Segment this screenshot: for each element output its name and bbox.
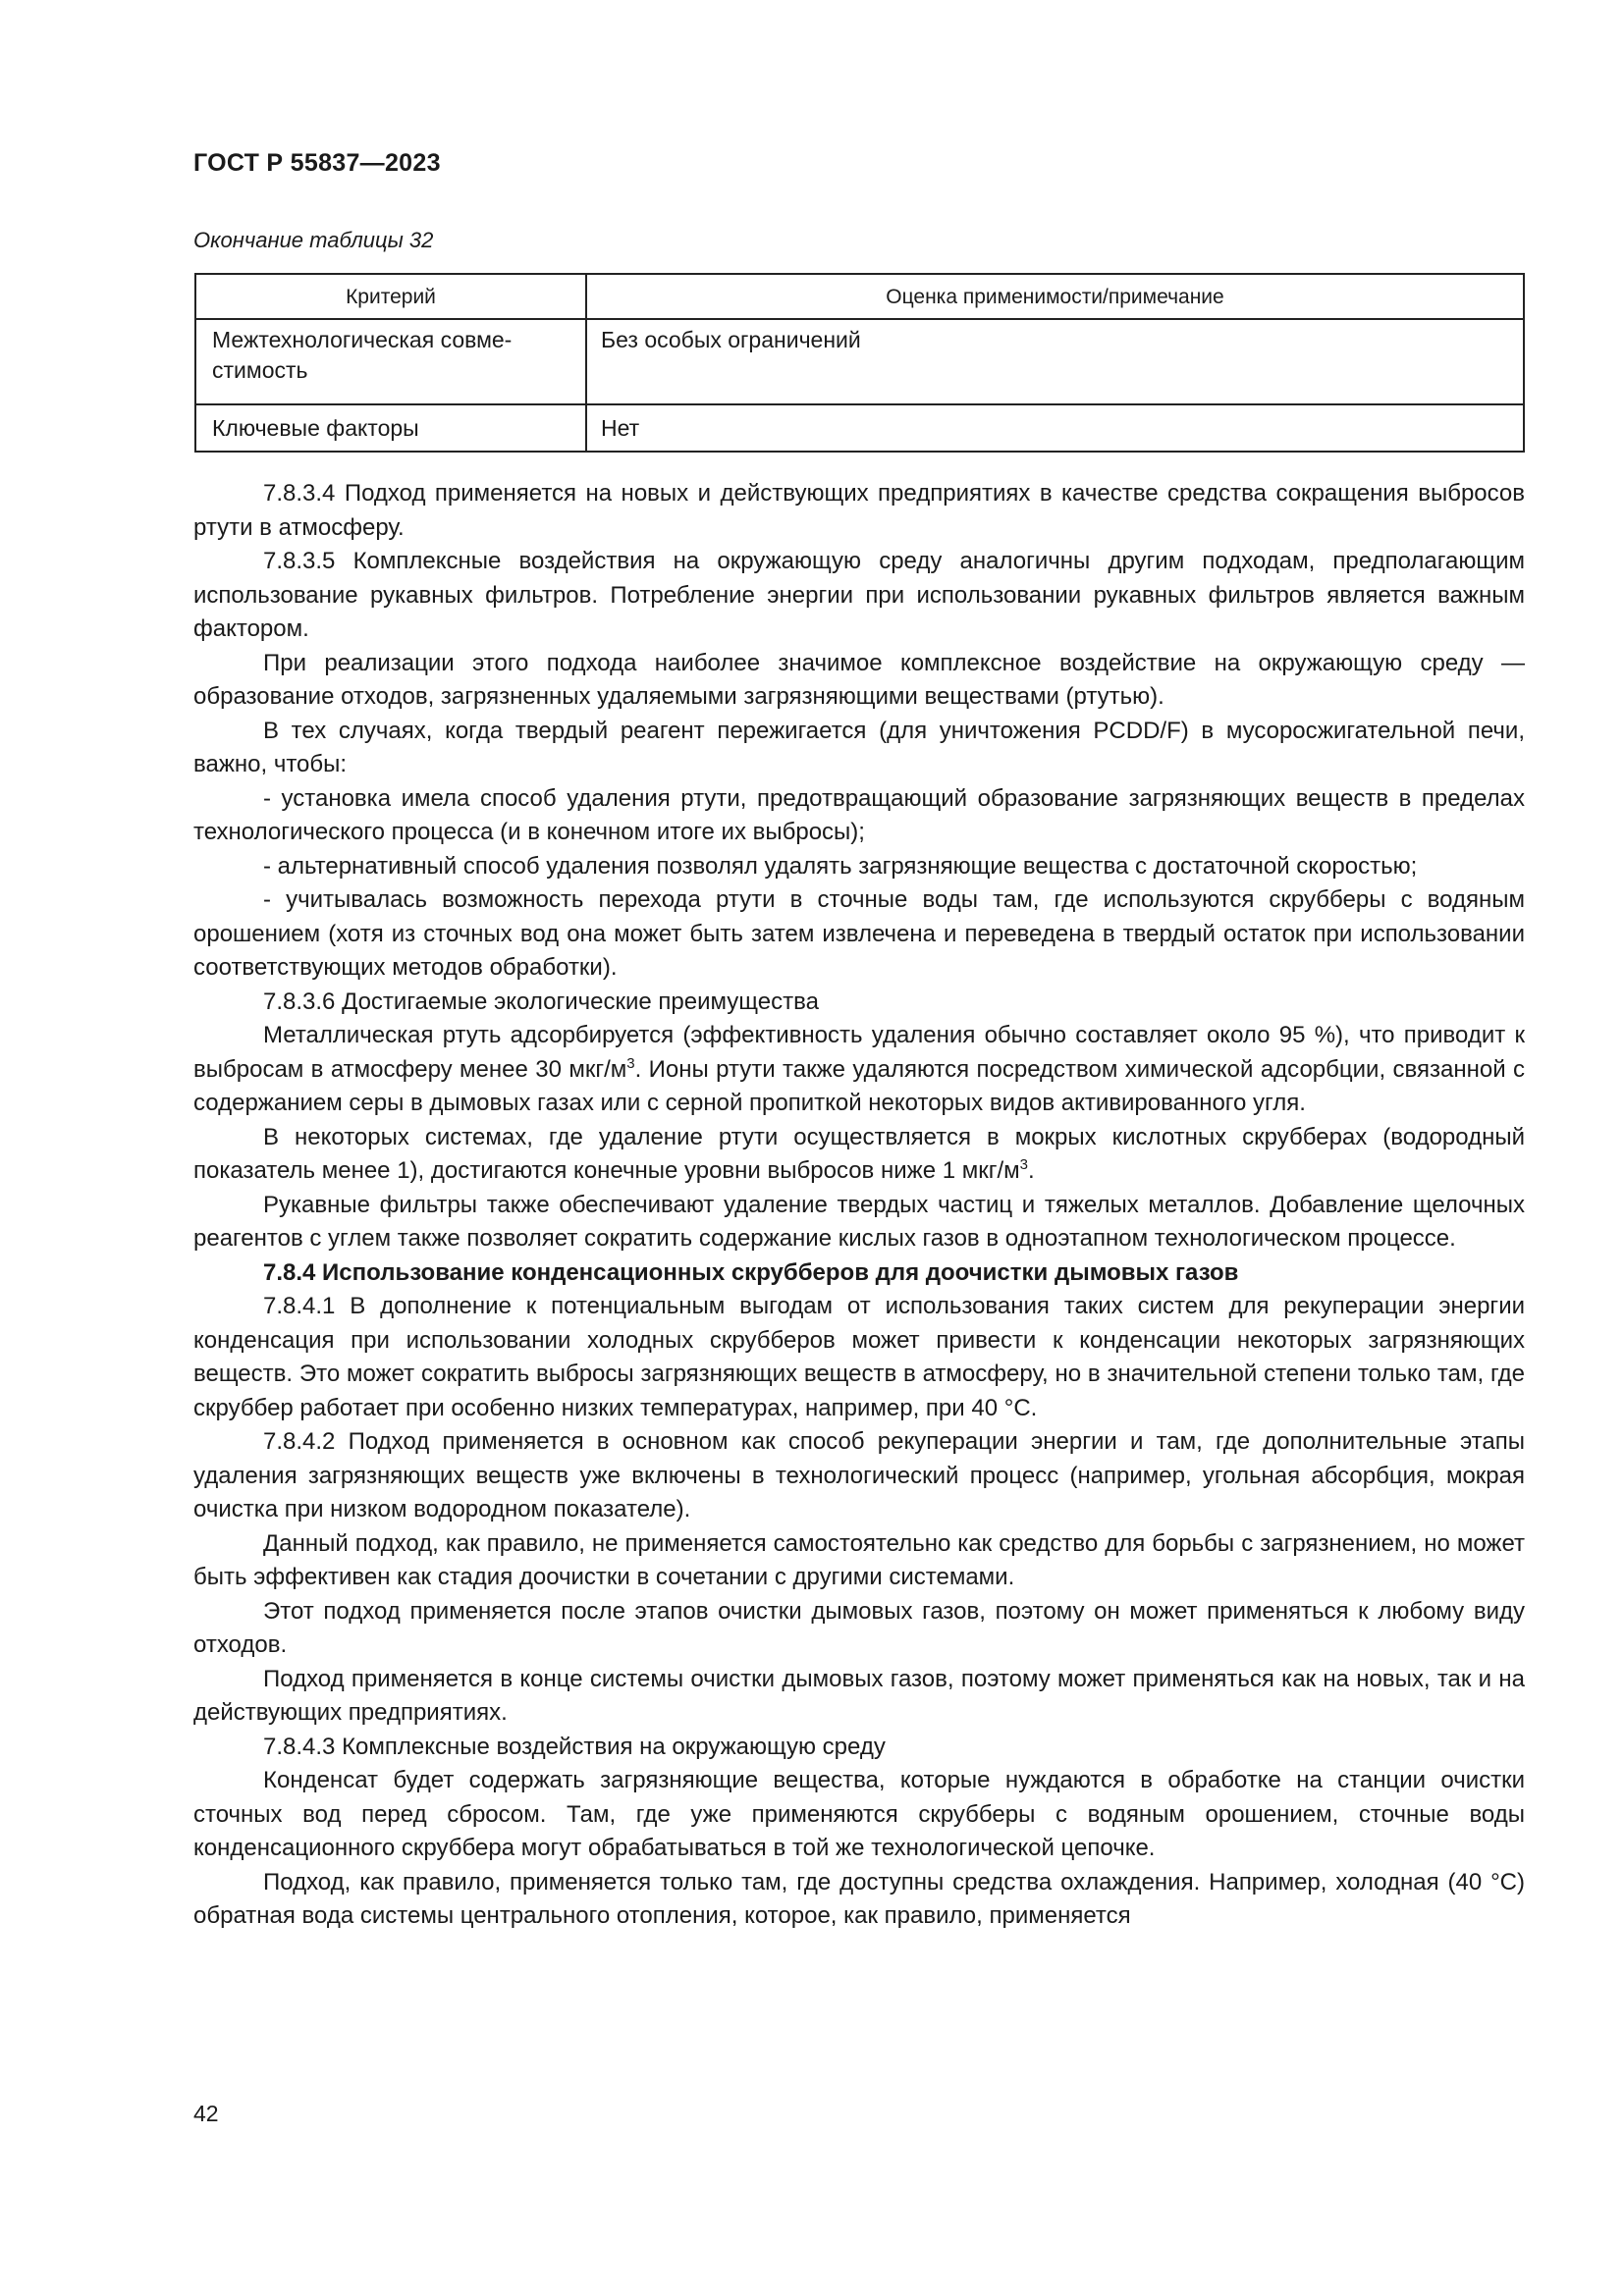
- table-row: [195, 319, 1524, 404]
- text-run: . Ионы ртути также удаляются посредством химической адсорбции, связанной с содержанием серы в дымовых газах или с серной пропиткой некоторых видов активированного угля.: [193, 1055, 1525, 1116]
- paragraph: В тех случаях, когда твердый реагент пережигается (для уничтожения PCDD/F) в мусоросжигательной печи, важно, чтобы:: [193, 717, 1525, 777]
- paragraph: Данный подход, как правило, не применяется самостоятельно как средство для борьбы с загрязнением, но может быть эффективен как стадия доочистки в сочетании с другими системами.: [193, 1529, 1525, 1590]
- list-item: - учитывалась возможность перехода ртути в сточные воды там, где используются скрубберы с водяным орошением (хотя из сточных вод она может быть затем извлечена и переведена в твердый остаток при использовании соответствующих методов обработки).: [193, 886, 1525, 981]
- column-header-criterion: Критерий: [195, 274, 586, 319]
- document-header: ГОСТ Р 55837—2023: [193, 149, 441, 177]
- document-body: [193, 477, 1525, 1934]
- paragraph: 7.8.4.2 Подход применяется в основном как способ рекуперации энергии и там, где дополнительные этапы удаления загрязняющих веществ уже включены в технологический процесс (например, угольная абсорбция, мокрая очистка при низком водородном показателе).: [193, 1428, 1525, 1522]
- paragraph: Этот подход применяется после этапов очистки дымовых газов, поэтому он может применяться к любому виду отходов.: [193, 1597, 1525, 1658]
- section-heading-bold: 7.8.4 Использование конденсационных скрубберов для доочистки дымовых газов: [263, 1258, 1239, 1286]
- list-item: - установка имела способ удаления ртути, предотвращающий образование загрязняющих веществ в пределах технологического процесса (и в конечном итоге их выбросы);: [193, 784, 1525, 845]
- text-run: Металлическая ртуть адсорбируется (эффективность удаления обычно составляет около 95 %), что приводит к выбросам в атмосферу менее 30 мкг/м: [193, 1022, 1525, 1083]
- superscript: 3: [1019, 1156, 1028, 1173]
- table-cell-criterion: [195, 319, 586, 404]
- paragraph: При реализации этого подхода наиболее значимое комплексное воздействие на окружающую среду — образование отходов, загрязненных удаляемыми загрязняющими веществами (ртутью).: [193, 649, 1525, 710]
- paragraph: [193, 1121, 1525, 1189]
- paragraph: 7.8.4.1 В дополнение к потенциальным выгодам от использования таких систем для рекуперации энергии конденсация при использовании холодных скрубберов может привести к конденсации некоторых загрязняющих веществ. Это может сократить выбросы загрязняющих веществ в атмосферу, но в значительной степени только там, где скруббер работает при особенно низких температурах, например, при 40 °С.: [193, 1293, 1525, 1421]
- table-cell-assessment: Без особых ограничений: [586, 319, 1524, 404]
- paragraph: Конденсат будет содержать загрязняющие вещества, которые нуждаются в обработке на станции очистки сточных вод перед сбросом. Там, где уже применяются скрубберы с водяным орошением, сточные воды конденсационного скруббера могут обрабатываться в той же технологической цепочке.: [193, 1767, 1525, 1861]
- table-cell-assessment: Нет: [586, 404, 1524, 452]
- paragraph: 7.8.3.5 Комплексные воздействия на окружающую среду аналогичны другим подходам, предполагающим использование рукавных фильтров. Потребление энергии при использовании рукавных фильтров является важным фактором.: [193, 548, 1525, 642]
- paragraph: 7.8.3.4 Подход применяется на новых и действующих предприятиях в качестве средства сокращения выбросов ртути в атмосферу.: [193, 480, 1525, 541]
- paragraph: Рукавные фильтры также обеспечивают удаление твердых частиц и тяжелых металлов. Добавление щелочных реагентов с углем также позволяет сократить содержание кислых газов в одноэтапном технологическом процессе.: [193, 1191, 1525, 1252]
- page-number: 42: [193, 2101, 219, 2126]
- list-item: - альтернативный способ удаления позволял удалять загрязняющие вещества с достаточной скоростью;: [263, 852, 1418, 880]
- superscript: 3: [626, 1054, 635, 1072]
- column-header-assessment: Оценка применимости/примечание: [586, 274, 1524, 319]
- table-header-row: [195, 274, 1524, 319]
- section-heading: 7.8.3.6 Достигаемые экологические преимущества: [263, 988, 819, 1015]
- text-run: В некоторых системах, где удаление ртути осуществляется в мокрых кислотных скрубберах (водородный показатель менее 1), достигаются конечные уровни выбросов ниже 1 мкг/м: [193, 1123, 1525, 1184]
- paragraph: Подход применяется в конце системы очистки дымовых газов, поэтому может применяться как на новых, так и на действующих предприятиях.: [193, 1665, 1525, 1726]
- text-run: .: [1027, 1157, 1035, 1184]
- criteria-table: [194, 273, 1525, 453]
- paragraph: Подход, как правило, применяется только там, где доступны средства охлаждения. Например, холодная (40 °С) обратная вода системы центрального отопления, которое, как правило, применяется: [193, 1868, 1525, 1929]
- paragraph: [193, 1019, 1525, 1121]
- table-row: [195, 404, 1524, 452]
- section-heading: 7.8.4.3 Комплексные воздействия на окружающую среду: [263, 1733, 886, 1760]
- table-caption: Окончание таблицы 32: [193, 228, 434, 252]
- table-cell-criterion: Ключевые факторы: [195, 404, 586, 452]
- cell-text: Межтехнологическая совме- стимость: [212, 327, 513, 383]
